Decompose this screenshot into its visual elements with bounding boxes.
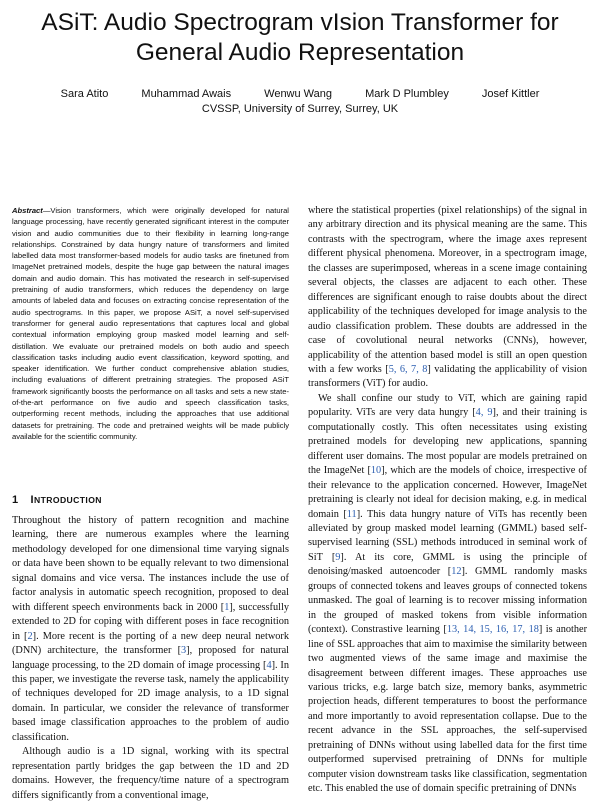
citation-link[interactable]: 2: [27, 630, 33, 642]
citation-link[interactable]: 12: [451, 566, 462, 578]
right-column: [308, 204, 587, 797]
paragraph: We shall confine our study to ViT, which are gaining rapid popularity. ViTs are very data hungry [4, 9], and their training is computationally costly. This often necessitates using existing pretrained models for developing new applications, spanning different user domains. The most popular are models pretrained on the ImageNet [10], which are the models of choice, irrespective of their relevance to the application concerned. However, ImageNet pretraining is clearly not ideal for decision making, e.g. in medical domain [11]. This data hungry nature of ViTs has recently been alleviated by group masked model learning (GMML) based self-supervised learning (SSL) methods introduced in seminal work of SiT [9]. At its core, GMML is using the principle of denoising/masked autoencoder [12]. GMML randomly masks groups of connected tokens and leaves groups of connected tokens unmasked. The goal of learning is to recover missing information in the grouped of masked tokens from visible information (context). Constrastive learning [13, 14, 15, 16, 17, 18] is another line of SSL approaches that aim to maximise the similarity between two augmented views of the same image and maximise the disagreement between different images. These approaches use various tricks, e.g. large batch size, memory banks, asymmetric projection heads, different temperatures to boost the performance and more importantly to avoid representation collapse. Due to the recent advance in the SSL approaches, the self-supervised pretraining of DNNs without using labelled data for the first time outperformed supervised pretraining of DNNs for multiple computer vision downstream tasks like classification, segmentation etc. This enabled the use of domain specific pretraining of DNNs: [308, 392, 588, 795]
abstract-text: —Vision transformers, which were originally developed for natural language processing, have recently generated significant interest in the computer vision and audio communities due to their flexibility in learning long-range relationships. Constrained by data hungry nature of transformers and limited labelled data most transformer-based models for audio tasks are finetuned from ImageNet pretrained models, despite the huge gap between the natural images domain and audio domain. This has motivated the research in self-supervised pretraining of audio transformers, which reduces the dependency on large amounts of labeled data and focuses on extracting concise representation of the audio spectrograms. In this paper, we propose ASiT, a novel self-supervised transformer for general audio representations that captures local and global contextual information employing group masked model learning and self-distillation. We evaluate our pretrained models on both audio and speech classification tasks including audio event classification, keyword spotting, and speaker identification. We further conduct comprehensive ablation studies, including evaluations of different pretraining strategies. The proposed ASiT framework significantly boosts the performance on all tasks and sets a new state-of-the-art performance on five audio and speech classification tasks, outperforming recent methods, including the approaches that use additional datasets for pretraining. The code and pretrained weights will be made publicly available for the scientific community.: [12, 206, 289, 441]
title-line-2: General Audio Representation: [135, 39, 465, 66]
affiliation: CVSSP, University of Surrey, Surrey, UK: [201, 103, 399, 115]
citation-link[interactable]: 3: [181, 645, 187, 657]
citation-link[interactable]: 11: [346, 508, 357, 520]
citation-link[interactable]: 13, 14, 15, 16, 17, 18: [446, 624, 539, 636]
abstract: [12, 205, 289, 442]
author-name: Wenwu Wang: [264, 88, 333, 100]
author-list: [0, 87, 600, 102]
citation-link[interactable]: 4: [266, 659, 272, 671]
paragraph: Although audio is a 1D signal, working with its spectral representation partly bridges the gap between the 1D and 2D domains. However, the frequency/time nature of a spectrogram differs significantly from a conventional image,: [12, 746, 289, 801]
citation-link[interactable]: 9: [335, 551, 341, 563]
section-heading: [12, 494, 289, 506]
title-line-1: ASiT: Audio Spectrogram vIsion Transformer for: [41, 9, 559, 36]
author-name: Muhammad Awais: [141, 88, 232, 100]
author-name: Mark D Plumbley: [365, 88, 449, 100]
section-title-rest: NTRODUCTION: [34, 495, 102, 505]
citation-link[interactable]: 10: [370, 465, 382, 477]
paragraph: Throughout the history of pattern recognition and machine learning, there are numerous examples where the learning methodology developed for one dimensional time varying signals or data have been shown to be equally relevant to two dimensional signal domains and vice versa. The instances include the use of factor analysis in automatic speech recognition, proposed to deal with different speech environments back in 2000 [1], successfully extended to 2D for coping with different poses in face recognition in [2]. More recent is the porting of a new deep neural network (DNN) architecture, the transformer [3], proposed for natural language processing, to the 2D domain of image processing [4]. In this paper, we investigate the reverse task, namely the applicability of techniques developed for 2D image analysis, to a 1D signal domain. In particular, we consider the relevance of transformer based image classification approaches to the problem of audio classification.: [12, 515, 290, 743]
section-number: 1: [12, 494, 19, 506]
citation-link[interactable]: 5, 6, 7, 8: [388, 363, 428, 375]
author-block: [0, 87, 600, 117]
citation-link[interactable]: 1: [224, 601, 230, 613]
section-title-initial: I: [30, 494, 34, 506]
left-column: [12, 514, 289, 803]
author-name: Sara Atito: [60, 88, 109, 100]
paper-title: [0, 8, 600, 68]
paragraph: where the statistical properties (pixel relationships) of the signal in any arbitrary direction and its physical meaning are the same. This contrasts with the spectrogram, where the image axes represent different physical phenomena. Moreover, in a spectrogram image, the classes are superimposed, whereas in a scene image containing several objects, the classes are adjacent to each other. These differences are significant enough to raise doubts about the direct applicability of the techniques developed for image analysis to the audio classification problem. These doubts are addressed in the case of covolutional neural networks (CNNs), however, applicability of the attention based model is still an open question with a few works [5, 6, 7, 8] validating the applicability of vision transformers (ViT) for audio.: [308, 205, 587, 390]
author-name: Josef Kittler: [481, 88, 540, 100]
abstract-label: Abstract: [12, 206, 43, 215]
citation-link[interactable]: 4, 9: [475, 407, 493, 419]
